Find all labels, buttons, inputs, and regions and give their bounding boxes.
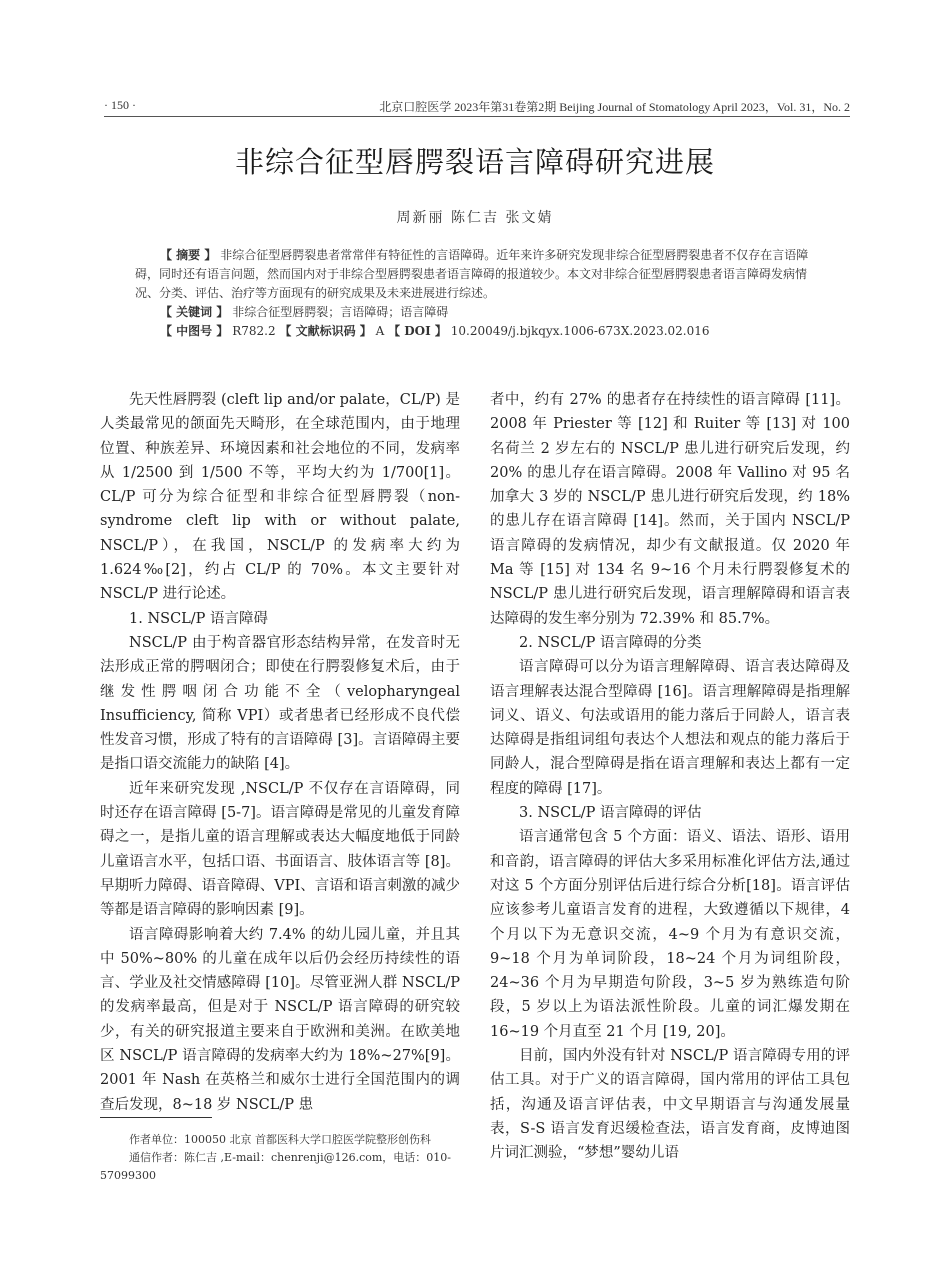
- footnote: [100, 1131, 460, 1185]
- footnote-divider: [100, 1117, 212, 1118]
- paragraph: 语言通常包含 5 个方面：语义、语法、语形、语用和音韵，语言障碍的评估大多采用标准化评估方法,通过对这 5 个方面分别评估后进行综合分析[18]。语言评估应该参考儿童语言发育的进程，大致遵循以下规律，4 个月以下为无意识交流，4~9 个月为有意识交流，9~18 个月为单词阶段，18~24 个月为词组阶段，24~36 个月为早期造句阶段，3~5 岁为熟练造句阶段，5 岁以上为语法派性阶段。儿童的词汇爆发期在 16~19 个月直至 21 个月 [19, 20]。: [490, 829, 850, 1040]
- paragraph: 语言障碍影响着大约 7.4% 的幼儿园儿童，并且其中 50%~80% 的儿童在成年以后仍会经历持续性的语言、学业及社交情感障碍 [10]。尽管亚洲人群 NSCL/P 的发病率最高，但是对于 NSCL/P 语言障碍的研究较少，有关的研究报道主要来自于欧洲和美洲。在欧美地区 NSCL/P 语言障碍的发病率大约为 18%~27%[9]。2001 年 Nash 在英格兰和威尔士进行全国范围内的调查后发现，8~18 岁 NSCL/P 患: [100, 926, 460, 1113]
- section-heading: 3. NSCL/P 语言障碍的评估: [519, 805, 702, 822]
- running-header: [104, 96, 850, 117]
- doccode-label: 【 文献标识码 】: [279, 324, 372, 338]
- keywords: [135, 303, 817, 322]
- doi-value: 10.20049/j.bjkqyx.1006-673X.2023.02.016: [450, 324, 710, 338]
- abstract: [135, 246, 817, 303]
- section-heading: 2. NSCL/P 语言障碍的分类: [519, 634, 702, 651]
- abstract-text: 非综合征型唇腭裂患者常常伴有特征性的言语障碍。近年来许多研究发现非综合征型唇腭裂患者不仅存在言语障碍，同时还有语言问题，然而国内对于非综合型唇腭裂患者语言障碍的报道较少。本文对非综合征型唇腭裂患者语言障碍发病情况、分类、评估、治疗等方面现有的研究成果及未来进展进行综述。: [135, 248, 809, 300]
- classification-line: [135, 322, 817, 341]
- journal-info: 北京口腔医学 2023年第31卷第2期 Beijing Journal of Stomatology April 2023，Vol. 31，No. 2: [379, 100, 850, 114]
- clc-label: 【 中图号 】: [160, 324, 229, 338]
- clc-value: R782.2: [232, 324, 276, 338]
- paragraph: NSCL/P 由于构音器官形态结构异常，在发音时无法形成正常的腭咽闭合；即使在行腭裂修复术后，由于继发性腭咽闭合功能不全（velopharyngeal Insufficiency, 简称 VPI）或者患者已经形成不良代偿性发音习惯，形成了特有的言语障碍 [3]。言语障碍主要是指口语交流能力的缺陷 [4]。: [100, 634, 460, 773]
- keywords-label: 【 关键词 】: [160, 305, 229, 319]
- doccode-value: A: [375, 324, 385, 338]
- keywords-text: 非综合征型唇腭裂；言语障碍；语言障碍: [232, 305, 449, 319]
- section-heading: 1. NSCL/P 语言障碍: [129, 610, 269, 627]
- paragraph: 者中，约有 27% 的患者存在持续性的语言障碍 [11]。2008 年 Priester 等 [12] 和 Ruiter 等 [13] 对 100 名荷兰 2 岁左右的 NSCL/P 患儿进行研究后发现，约 20% 的患儿存在语言障碍。2008 年 Vallino 对 95 名加拿大 3 岁的 NSCL/P 患儿进行研究后发现，约 18% 的患儿存在语言障碍 [14]。然而，关于国内 NSCL/P 语言障碍的发病情况，却少有文献报道。仅 2020 年 Ma 等 [15] 对 134 名 9~16 个月未行腭裂修复术的 NSCL/P 患儿进行研究后发现，语言理解障碍和语言表达障碍的发生率分别为 72.39% 和 85.7%。: [490, 392, 850, 627]
- author-affiliation: 作者单位：100050 北京 首都医科大学口腔医学院整形创伤科: [129, 1133, 431, 1146]
- paragraph: 语言障碍可以分为语言理解障碍、语言表达障碍及语言理解表达混合型障碍 [16]。语言理解障碍是指理解词义、语义、句法或语用的能力落后于同龄人，语言表达障碍是指组词组句表达个人想法和观点的能力落后于同龄人，混合型障碍是指在语言理解和表达上都有一定程度的障碍 [17]。: [490, 659, 850, 797]
- paragraph: 目前，国内外没有针对 NSCL/P 语言障碍专用的评估工具。对于广义的语言障碍，国内常用的评估工具包括，沟通及语言评估表，中文早期语言与沟通发展量表，S-S 语言发育迟缓检查法，语言发育商，皮博迪图片词汇测验，“梦想”婴幼儿语: [490, 1048, 850, 1162]
- paragraph: 近年来研究发现 ,NSCL/P 不仅存在言语障碍，同时还存在语言障碍 [5-7]。语言障碍是常见的儿童发育障碍之一，是指儿童的语言理解或表达大幅度地低于同龄儿童语言水平，包括口语、书面语言、肢体语言等 [8]。早期听力障碍、语音障碍、VPI、言语和语言刺激的减少等都是语言障碍的影响因素 [9]。: [100, 780, 460, 919]
- abstract-block: [135, 246, 817, 341]
- corresponding-author: 通信作者：陈仁吉 ,E-mail：chenrenji@126.com，电话：010-57099300: [100, 1151, 452, 1182]
- body-right-column: [490, 388, 850, 1166]
- authors: 周新丽 陈仁吉 张文婧: [396, 210, 554, 226]
- article-title: 非综合征型唇腭裂语言障碍研究进展: [234, 145, 715, 179]
- doi-label: 【 DOI 】: [388, 324, 447, 338]
- body-left-column: [100, 388, 460, 1117]
- page-number: · 150 ·: [104, 98, 136, 112]
- abstract-label: 【 摘要 】: [160, 248, 217, 262]
- paragraph: 先天性唇腭裂 (cleft lip and/or palate，CL/P) 是人类最常见的颌面先天畸形，在全球范围内，由于地理位置、种族差异、环境因素和社会地位的不同，发病率从 1/2500 到 1/500 不等，平均大约为 1/700[1]。CL/P 可分为综合征型和非综合征型唇腭裂（non-syndrome cleft lip with or without palate, NSCL/P），在我国，NSCL/P 的发病率大约为 1.624‰[2]，约占 CL/P 的 70%。本文主要针对 NSCL/P 进行论述。: [100, 392, 460, 603]
